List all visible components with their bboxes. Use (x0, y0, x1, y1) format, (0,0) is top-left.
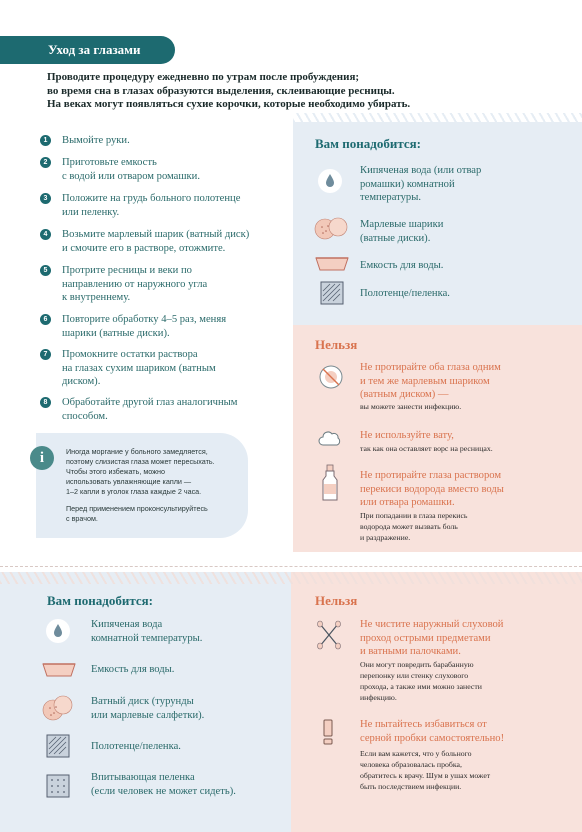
step-number: 6 (40, 314, 51, 325)
need-heading: Вам понадобится: (315, 136, 421, 151)
forbidden-heading: Нельзя (315, 337, 358, 352)
step-number: 2 (40, 157, 51, 168)
intro-line: во время сна в глазах образуются выделения, склеивающие ресницы. (47, 84, 395, 97)
crossed-ball-icon (318, 364, 344, 390)
need-item: Впитывающая пеленка (если человек не может сидеть). (91, 772, 236, 797)
section-divider (0, 566, 582, 567)
forbidden-note: вы можете занести инфекцию. (360, 402, 462, 411)
decorative-stripes (293, 113, 582, 122)
water-drop-icon (45, 618, 71, 644)
step-text: Протрите ресницы и веки по направлению от наружного угла к внутреннему. (62, 265, 208, 303)
intro-line: Проводите процедуру ежедневно по утрам после пробуждения; (47, 71, 360, 83)
step-text: Положите на грудь больного полотенце или пеленку. (62, 193, 241, 218)
forbidden-title: Не чистите наружный слуховой проход острыми предметами и ватными палочками. (360, 619, 504, 657)
info-paragraph: Перед применением проконсультируйтесь с врачом. (66, 504, 208, 523)
intro-line: На веках могут появляться сухие корочки, которые необходимо убирать. (47, 98, 411, 110)
bowl-icon (314, 254, 350, 274)
step-number: 1 (40, 135, 51, 146)
intro-text (47, 71, 547, 112)
need-item: Кипяченая вода (или отвар ромашки) комнатной температуры. (360, 165, 482, 203)
step-number: 7 (40, 349, 51, 360)
need-item: Полотенце/пеленка. (91, 741, 181, 752)
need-item: Емкость для воды. (360, 260, 444, 271)
absorbent-pad-icon (46, 774, 70, 798)
forbidden-title: Не протирайте глаза раствором перекиси водорода вместо воды или отвара ромашки. (360, 470, 504, 508)
towel-icon (320, 281, 344, 305)
exclamation-icon (320, 718, 336, 746)
step-text: Вымойте руки. (62, 135, 130, 146)
forbidden-note: так как она оставляет ворс на ресницах. (360, 444, 493, 453)
water-drop-icon (317, 168, 343, 194)
need-heading: Вам понадобится: (47, 593, 153, 608)
cotton-pads-icon (41, 694, 75, 722)
step-number: 8 (40, 397, 51, 408)
info-text (66, 447, 246, 524)
crossed-swabs-icon (316, 620, 342, 650)
forbidden-title: Не используйте вату, (360, 430, 454, 441)
forbidden-title: Не пытайтесь избавиться от серной пробки самостоятельно! (360, 719, 505, 744)
bowl-icon (41, 660, 77, 680)
step-number: 3 (40, 193, 51, 204)
forbidden-note: При попадании в глаза перекись водорода может вызвать боль и раздражение. (360, 511, 468, 542)
bottle-icon (319, 464, 341, 502)
need-item: Кипяченая вода комнатной температуры. (91, 619, 203, 644)
need-item: Полотенце/пеленка. (360, 288, 450, 299)
forbidden-heading: Нельзя (315, 593, 358, 608)
step-text: Возьмите марлевый шарик (ватный диск) и смочите его в растворе, отожмите. (62, 229, 250, 254)
step-text: Повторите обработку 4–5 раз, меняя шарики (ватные диски). (62, 314, 227, 339)
need-item: Емкость для воды. (91, 664, 175, 675)
cotton-cloud-icon (317, 428, 343, 450)
info-icon: i (30, 446, 54, 470)
need-item: Марлевые шарики (ватные диски). (360, 219, 444, 244)
towel-icon (46, 734, 70, 758)
forbidden-note: Если вам кажется, что у больного человека образовалась пробка, обратитесь к врачу. Шум в ушах может быть последствием инфекции. (360, 749, 491, 791)
decorative-stripes (0, 572, 582, 584)
step-text: Приготовьте емкость с водой или отваром ромашки. (62, 157, 200, 182)
info-paragraph: Иногда моргание у больного замедляется, поэтому слизистая глаза может пересыхать. Чтобы этого избежать, можно использовать увлажняющие капли — 1–2 капли в уголок глаза каждые 2 часа. (66, 447, 215, 496)
page-title: Уход за глазами (0, 36, 175, 64)
step-number: 5 (40, 265, 51, 276)
need-item: Ватный диск (турунды или марлевые салфетки). (91, 696, 205, 721)
step-text: Промокните остатки раствора на глазах сухим шариком (ватным диском). (62, 349, 216, 387)
step-number: 4 (40, 229, 51, 240)
gauze-balls-icon (314, 216, 348, 242)
forbidden-title: Не протирайте оба глаза одним и тем же марлевым шариком (ватным диском) — (360, 362, 501, 400)
step-text: Обработайте другой глаз аналогичным способом. (62, 397, 238, 422)
forbidden-note: Они могут повредить барабанную перепонку или стенку слухового прохода, а также ими можно занести инфекцию. (360, 660, 482, 702)
